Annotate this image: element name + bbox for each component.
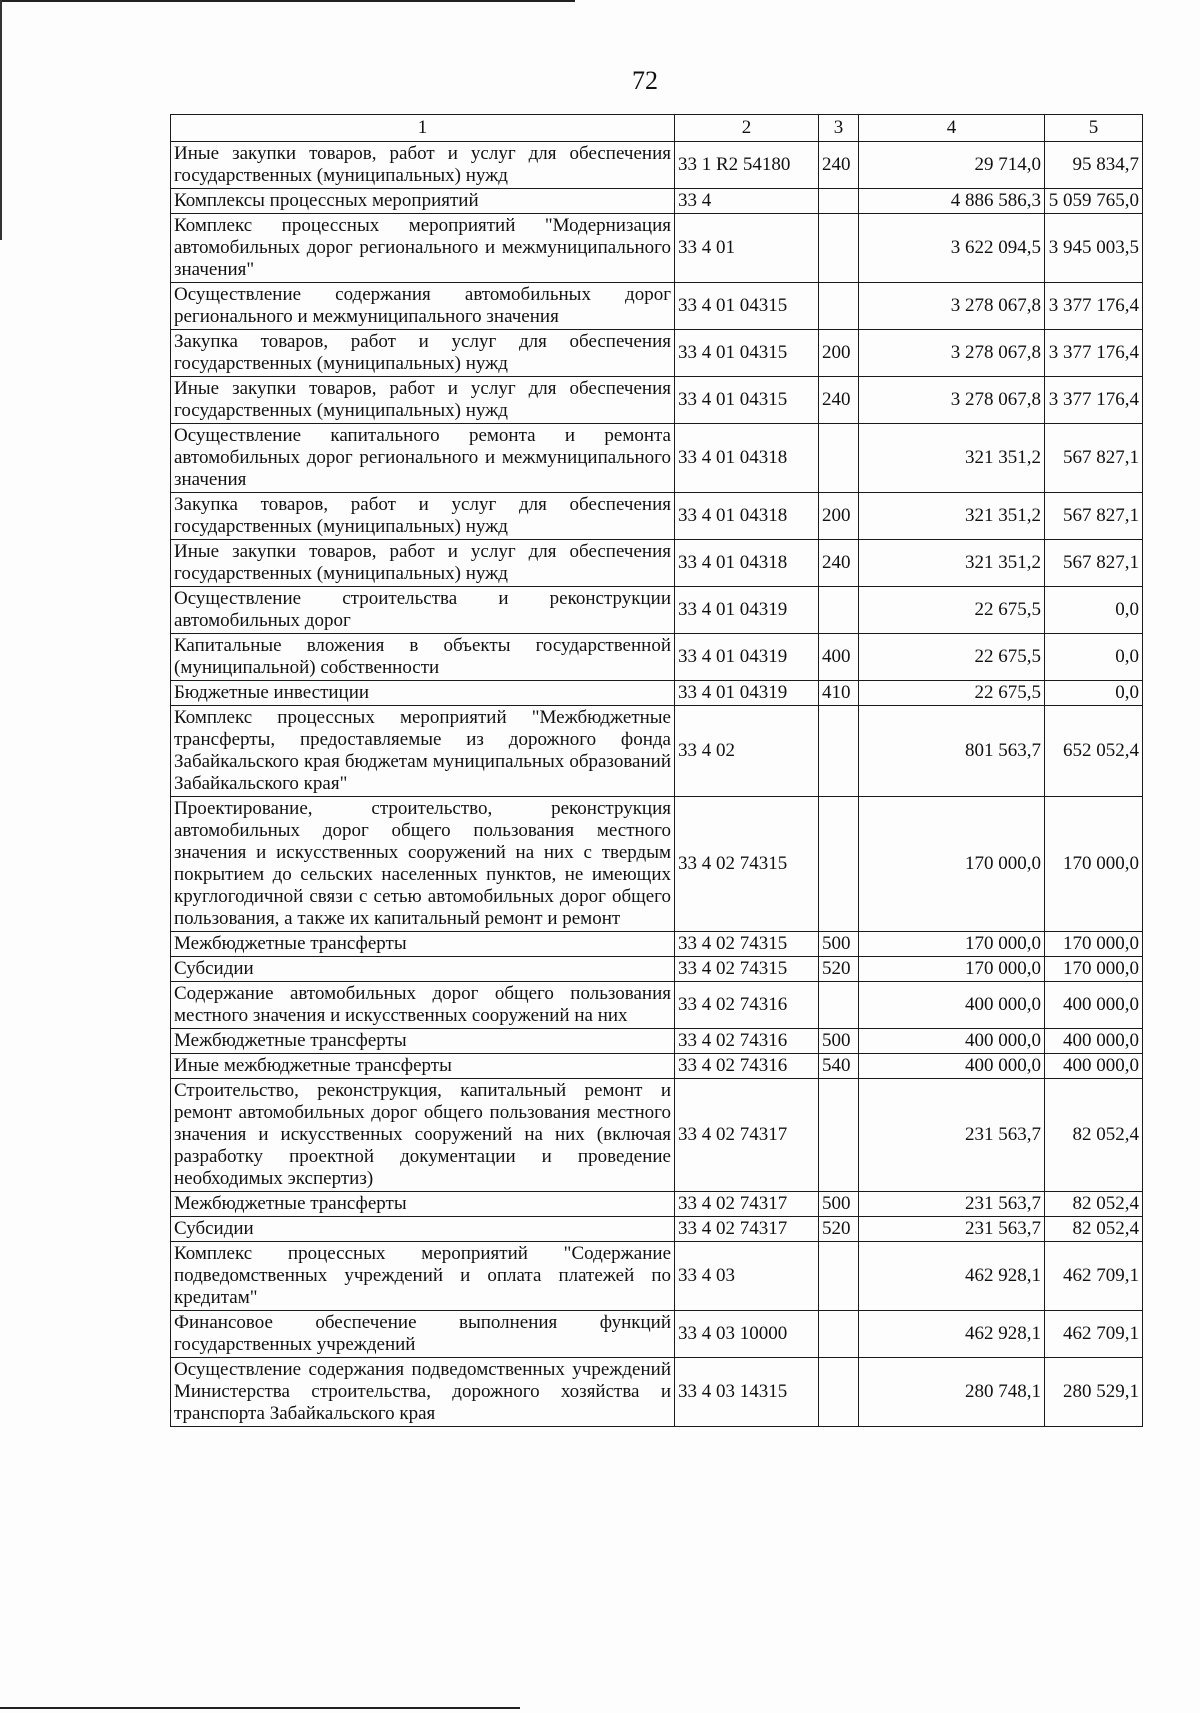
row-amount-1: 400 000,0 (859, 982, 1045, 1029)
row-amount-1: 231 563,7 (859, 1217, 1045, 1242)
row-amount-2: 0,0 (1045, 634, 1143, 681)
row-expense-type: 200 (819, 493, 859, 540)
table-row (171, 1217, 1143, 1242)
row-amount-2: 400 000,0 (1045, 1029, 1143, 1054)
row-code: 33 4 01 04319 (675, 681, 819, 706)
row-expense-type: 520 (819, 957, 859, 982)
row-name: Комплекс процессных мероприятий "Модернизация автомобильных дорог регионального и межмуниципального значения" (171, 214, 675, 283)
row-name: Закупка товаров, работ и услуг для обеспечения государственных (муниципальных) нужд (171, 330, 675, 377)
column-header-expense-type: 3 (819, 115, 859, 142)
row-name: Иные межбюджетные трансферты (171, 1054, 675, 1079)
table-row (171, 493, 1143, 540)
row-code: 33 4 01 04315 (675, 330, 819, 377)
row-code: 33 4 01 04315 (675, 377, 819, 424)
row-amount-2: 280 529,1 (1045, 1358, 1143, 1427)
row-amount-2: 3 377 176,4 (1045, 330, 1143, 377)
row-amount-1: 231 563,7 (859, 1079, 1045, 1192)
row-amount-2: 5 059 765,0 (1045, 189, 1143, 214)
table-row (171, 189, 1143, 214)
row-expense-type (819, 706, 859, 797)
table-row (171, 932, 1143, 957)
row-amount-1: 280 748,1 (859, 1358, 1045, 1427)
row-amount-2: 400 000,0 (1045, 1054, 1143, 1079)
row-amount-2: 567 827,1 (1045, 540, 1143, 587)
row-code: 33 4 01 04318 (675, 493, 819, 540)
table-row (171, 681, 1143, 706)
row-amount-2: 170 000,0 (1045, 957, 1143, 982)
table-row (171, 142, 1143, 189)
table-row (171, 283, 1143, 330)
table-row (171, 1079, 1143, 1192)
row-amount-1: 3 278 067,8 (859, 283, 1045, 330)
column-header-code: 2 (675, 115, 819, 142)
row-expense-type: 520 (819, 1217, 859, 1242)
table-row (171, 587, 1143, 634)
row-amount-1: 321 351,2 (859, 424, 1045, 493)
row-name: Финансовое обеспечение выполнения функций государственных учреждений (171, 1311, 675, 1358)
row-code: 33 4 02 74316 (675, 982, 819, 1029)
table-row (171, 1311, 1143, 1358)
table-row (171, 330, 1143, 377)
row-name: Межбюджетные трансферты (171, 1192, 675, 1217)
row-expense-type: 500 (819, 932, 859, 957)
row-expense-type (819, 1079, 859, 1192)
column-header-amount-1: 4 (859, 115, 1045, 142)
table-row (171, 1192, 1143, 1217)
row-amount-2: 567 827,1 (1045, 493, 1143, 540)
table-row (171, 706, 1143, 797)
row-amount-1: 321 351,2 (859, 540, 1045, 587)
budget-table (170, 114, 1143, 1427)
row-amount-1: 22 675,5 (859, 634, 1045, 681)
row-amount-1: 321 351,2 (859, 493, 1045, 540)
row-name: Осуществление содержания подведомственных учреждений Министерства строительства, дорожного хозяйства и транспорта Забайкальского края (171, 1358, 675, 1427)
row-expense-type: 410 (819, 681, 859, 706)
row-expense-type (819, 587, 859, 634)
row-expense-type (819, 1358, 859, 1427)
row-code: 33 4 02 74315 (675, 932, 819, 957)
table-row (171, 1029, 1143, 1054)
scan-edge-bottom (0, 1707, 520, 1709)
row-name: Субсидии (171, 1217, 675, 1242)
row-code: 33 4 01 04315 (675, 283, 819, 330)
row-amount-1: 22 675,5 (859, 587, 1045, 634)
row-name: Осуществление капитального ремонта и ремонта автомобильных дорог регионального и межмуниципального значения (171, 424, 675, 493)
row-name: Проектирование, строительство, реконструкция автомобильных дорог общего пользования местного значения и искусственных сооружений на них с твердым покрытием до сельских населенных пунктов, не имеющих круглогодичной связи с сетью автомобильных дорог общего пользования, а также их капитальный ремонт и ремонт (171, 797, 675, 932)
row-amount-1: 29 714,0 (859, 142, 1045, 189)
row-name: Комплекс процессных мероприятий "Межбюджетные трансферты, предоставляемые из дорожного фонда Забайкальского края бюджетам муниципальных образований Забайкальского края" (171, 706, 675, 797)
table-row (171, 982, 1143, 1029)
row-code: 33 4 (675, 189, 819, 214)
scan-edge-left (0, 0, 2, 240)
table-row (171, 797, 1143, 932)
row-name: Бюджетные инвестиции (171, 681, 675, 706)
row-amount-1: 170 000,0 (859, 932, 1045, 957)
row-code: 33 4 02 74315 (675, 797, 819, 932)
row-amount-1: 3 278 067,8 (859, 330, 1045, 377)
row-amount-1: 400 000,0 (859, 1029, 1045, 1054)
row-expense-type (819, 982, 859, 1029)
row-name: Межбюджетные трансферты (171, 1029, 675, 1054)
row-code: 33 4 02 74315 (675, 957, 819, 982)
row-expense-type (819, 1242, 859, 1311)
row-amount-2: 82 052,4 (1045, 1192, 1143, 1217)
row-amount-2: 3 377 176,4 (1045, 377, 1143, 424)
column-header-amount-2: 5 (1045, 115, 1143, 142)
row-amount-2: 652 052,4 (1045, 706, 1143, 797)
row-amount-1: 400 000,0 (859, 1054, 1045, 1079)
row-amount-2: 462 709,1 (1045, 1242, 1143, 1311)
row-name: Субсидии (171, 957, 675, 982)
row-expense-type: 240 (819, 377, 859, 424)
row-name: Осуществление строительства и реконструкции автомобильных дорог (171, 587, 675, 634)
row-amount-2: 3 377 176,4 (1045, 283, 1143, 330)
row-amount-1: 462 928,1 (859, 1242, 1045, 1311)
row-amount-2: 0,0 (1045, 587, 1143, 634)
table-row (171, 377, 1143, 424)
row-expense-type (819, 189, 859, 214)
row-amount-2: 567 827,1 (1045, 424, 1143, 493)
page-number: 72 (632, 66, 658, 95)
row-expense-type: 540 (819, 1054, 859, 1079)
row-expense-type: 500 (819, 1192, 859, 1217)
row-amount-1: 170 000,0 (859, 797, 1045, 932)
row-name: Иные закупки товаров, работ и услуг для обеспечения государственных (муниципальных) нужд (171, 142, 675, 189)
row-expense-type: 500 (819, 1029, 859, 1054)
row-name: Комплекс процессных мероприятий "Содержание подведомственных учреждений и оплата платежей по кредитам" (171, 1242, 675, 1311)
row-amount-2: 3 945 003,5 (1045, 214, 1143, 283)
row-name: Закупка товаров, работ и услуг для обеспечения государственных (муниципальных) нужд (171, 493, 675, 540)
scan-edge-top (0, 0, 575, 2)
row-amount-1: 231 563,7 (859, 1192, 1045, 1217)
row-expense-type (819, 797, 859, 932)
row-code: 33 4 02 74317 (675, 1079, 819, 1192)
table-row (171, 1242, 1143, 1311)
row-expense-type (819, 1311, 859, 1358)
row-amount-1: 170 000,0 (859, 957, 1045, 982)
row-code: 33 4 02 (675, 706, 819, 797)
row-amount-2: 462 709,1 (1045, 1311, 1143, 1358)
row-amount-1: 801 563,7 (859, 706, 1045, 797)
row-code: 33 4 02 74317 (675, 1217, 819, 1242)
row-amount-2: 0,0 (1045, 681, 1143, 706)
row-expense-type (819, 283, 859, 330)
row-name: Строительство, реконструкция, капитальный ремонт и ремонт автомобильных дорог общего пользования местного значения и искусственных сооружений на них (включая разработку проектной документации и проведение необходимых экспертиз) (171, 1079, 675, 1192)
row-name: Капитальные вложения в объекты государственной (муниципальной) собственности (171, 634, 675, 681)
row-expense-type: 200 (819, 330, 859, 377)
row-amount-2: 95 834,7 (1045, 142, 1143, 189)
row-code: 33 4 02 74316 (675, 1054, 819, 1079)
row-expense-type (819, 424, 859, 493)
row-amount-2: 82 052,4 (1045, 1079, 1143, 1192)
row-name: Иные закупки товаров, работ и услуг для обеспечения государственных (муниципальных) нужд (171, 377, 675, 424)
row-expense-type (819, 214, 859, 283)
row-code: 33 4 02 74316 (675, 1029, 819, 1054)
row-expense-type: 240 (819, 142, 859, 189)
row-amount-2: 82 052,4 (1045, 1217, 1143, 1242)
row-expense-type: 400 (819, 634, 859, 681)
row-code: 33 4 01 04318 (675, 540, 819, 587)
table-row (171, 1358, 1143, 1427)
table-row (171, 1054, 1143, 1079)
row-name: Комплексы процессных мероприятий (171, 189, 675, 214)
row-code: 33 1 R2 54180 (675, 142, 819, 189)
table-row (171, 957, 1143, 982)
table-row (171, 540, 1143, 587)
table-row (171, 424, 1143, 493)
row-code: 33 4 01 04319 (675, 587, 819, 634)
table-row (171, 634, 1143, 681)
row-amount-1: 22 675,5 (859, 681, 1045, 706)
row-expense-type: 240 (819, 540, 859, 587)
row-code: 33 4 03 10000 (675, 1311, 819, 1358)
row-amount-1: 462 928,1 (859, 1311, 1045, 1358)
row-code: 33 4 01 (675, 214, 819, 283)
row-amount-2: 170 000,0 (1045, 797, 1143, 932)
row-amount-1: 4 886 586,3 (859, 189, 1045, 214)
row-name: Межбюджетные трансферты (171, 932, 675, 957)
row-code: 33 4 03 14315 (675, 1358, 819, 1427)
table-row (171, 214, 1143, 283)
row-amount-1: 3 278 067,8 (859, 377, 1045, 424)
row-name: Иные закупки товаров, работ и услуг для обеспечения государственных (муниципальных) нужд (171, 540, 675, 587)
row-name: Содержание автомобильных дорог общего пользования местного значения и искусственных сооружений на них (171, 982, 675, 1029)
row-code: 33 4 01 04318 (675, 424, 819, 493)
row-code: 33 4 01 04319 (675, 634, 819, 681)
table-header-row (171, 115, 1143, 142)
column-header-name: 1 (171, 115, 675, 142)
row-amount-1: 3 622 094,5 (859, 214, 1045, 283)
row-code: 33 4 03 (675, 1242, 819, 1311)
row-code: 33 4 02 74317 (675, 1192, 819, 1217)
row-amount-2: 400 000,0 (1045, 982, 1143, 1029)
row-name: Осуществление содержания автомобильных дорог регионального и межмуниципального значения (171, 283, 675, 330)
row-amount-2: 170 000,0 (1045, 932, 1143, 957)
